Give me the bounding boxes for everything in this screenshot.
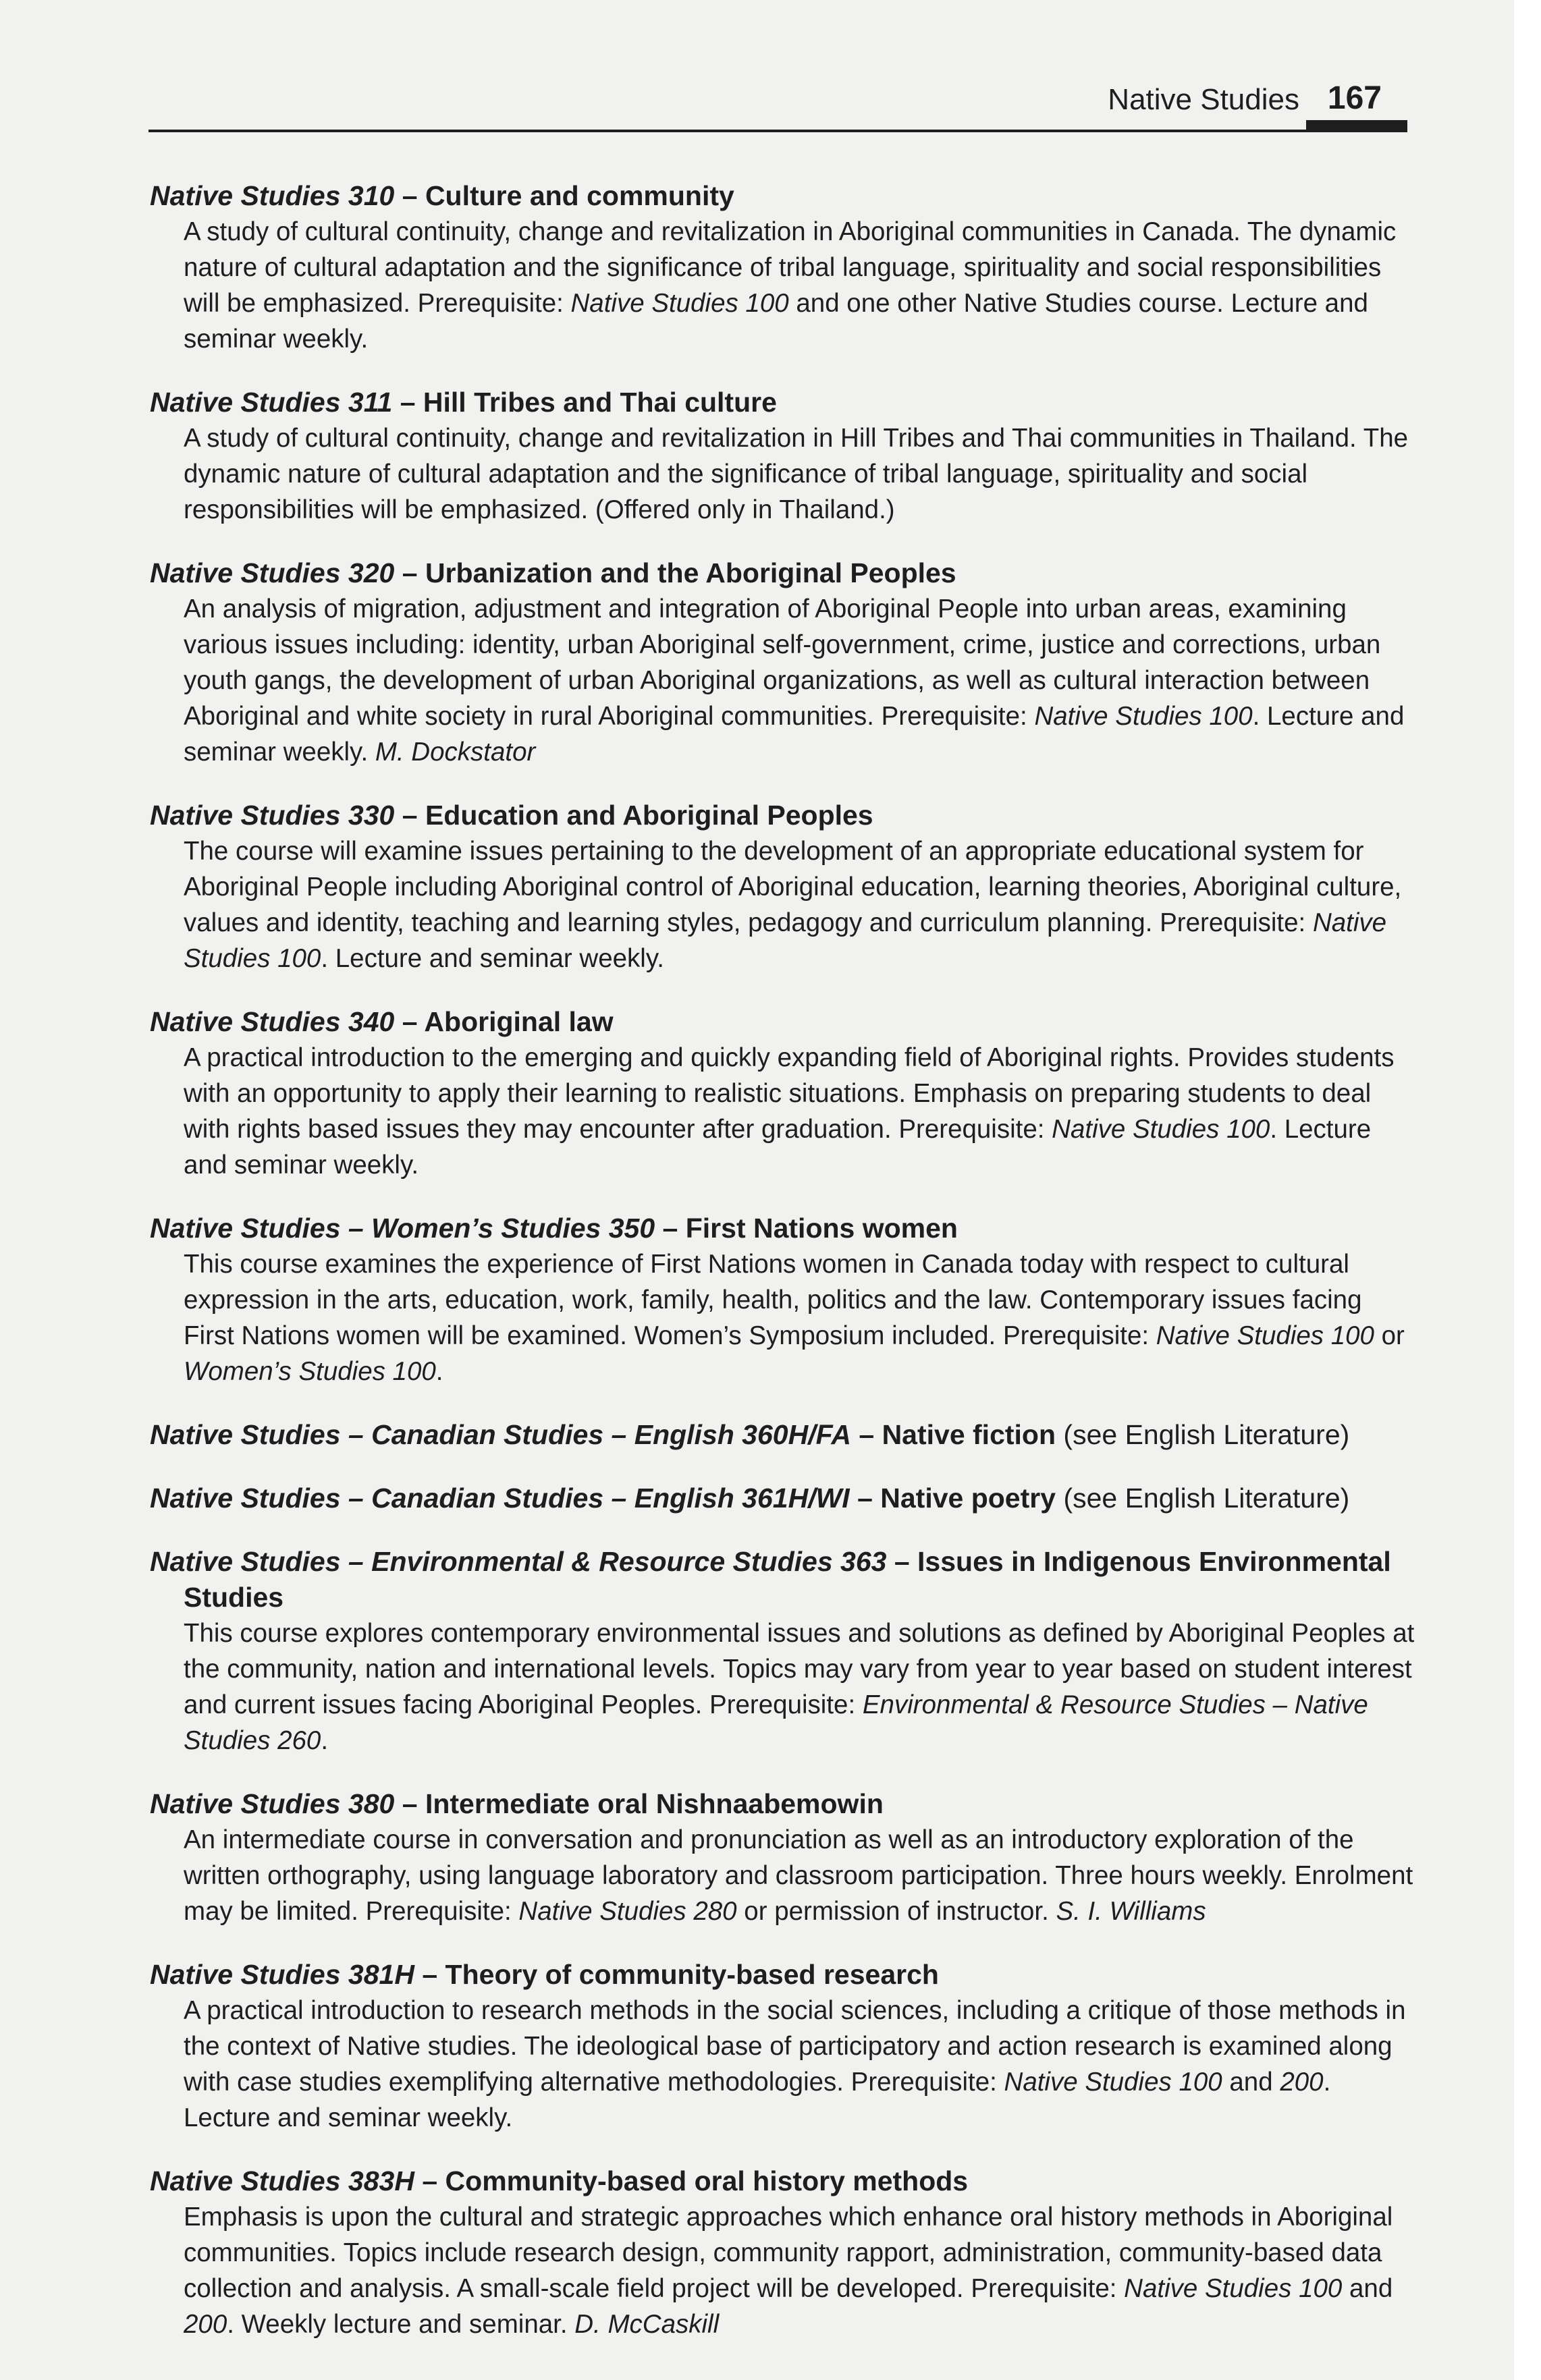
- description-text: . Lecture and seminar weekly.: [321, 944, 664, 973]
- course-code: Native Studies 311: [150, 387, 393, 418]
- course-entry: [150, 1544, 1419, 1759]
- course-entry: [150, 1417, 1419, 1453]
- description-text: A study of cultural continuity, change and revitalization in Aboriginal communities in Canada. The dynamic nature of cultural adaptation and the significance of tribal language, spirituality and social responsibilities will be emphasized. Prerequisite:: [184, 217, 1397, 318]
- course-heading: Native Studies 340 – Aboriginal law: [150, 1006, 614, 1037]
- course-code: Native Studies 330: [150, 800, 395, 831]
- course-description: [150, 2199, 1419, 2342]
- course-entry: [150, 1004, 1419, 1183]
- description-italic-text: Native Studies 100: [1004, 2068, 1222, 2097]
- description-text: or permission of instructor.: [736, 1897, 1056, 1926]
- course-code: Native Studies 310: [150, 180, 395, 211]
- description-text: A study of cultural continuity, change and revitalization in Hill Tribes and Thai communities in Thailand. The dynamic nature of cultural adaptation and the significance of tribal language, spirituality and social responsibilities will be emphasized. (Offered only in Thailand.): [184, 424, 1409, 524]
- page-right-margin: [1514, 0, 1541, 2380]
- course-title: Culture and community: [425, 180, 734, 211]
- description-text: An intermediate course in conversation and pronunciation as well as an introductory exploration of the written orthography, using language laboratory and classroom participation. Three hours weekly. Enrolment may be limited. Prerequisite:: [184, 1825, 1413, 1926]
- course-entry: [150, 1211, 1419, 1389]
- description-italic-text: 200: [184, 2310, 227, 2339]
- description-italic-text: Native Studies 100: [184, 908, 1387, 973]
- description-text: An analysis of migration, adjustment and integration of Aboriginal People into urban areas, examining various issues including: identity, urban Aboriginal self-government, crime, justice and corrections, urban youth gangs, the development of urban Aboriginal organizations, as well as cultural interaction between Aboriginal and white society in rural Aboriginal communities. Prerequisite:: [184, 594, 1381, 731]
- description-italic-text: Environmental & Resource Studies – Native Studies 260: [184, 1690, 1368, 1755]
- description-text: This course explores contemporary environmental issues and solutions as defined by Aboriginal Peoples at the community, nation and international levels. Topics may vary from year to year based on student interest and current issues facing Aboriginal Peoples. Prerequisite:: [184, 1619, 1415, 1719]
- header-rule: [148, 130, 1407, 132]
- course-entry: [150, 1957, 1419, 2136]
- course-description: [150, 1822, 1419, 1929]
- course-heading: Native Studies – Environmental & Resource Studies 363 – Issues in Indigenous Environmental Studies: [150, 1546, 1391, 1613]
- description-text: . Lecture and seminar weekly.: [184, 702, 1405, 767]
- course-heading: Native Studies 380 – Intermediate oral Nishnaabemowin: [150, 1788, 884, 1819]
- description-italic-text: 200: [1280, 2068, 1324, 2097]
- course-heading: Native Studies 310 – Culture and community: [150, 180, 734, 211]
- course-heading: Native Studies – Canadian Studies – English 361H/WI – Native poetry (see English Literature): [150, 1483, 1350, 1514]
- course-title: Native poetry: [880, 1483, 1056, 1514]
- course-code: Native Studies – Environmental & Resource Studies 363: [150, 1546, 887, 1577]
- description-text: and one other Native Studies course. Lecture and seminar weekly.: [184, 289, 1368, 354]
- description-text: This course examines the experience of First Nations women in Canada today with respect to cultural expression in the arts, education, work, family, health, politics and the law. Contemporary issues facing First Nations women will be examined. Women’s Symposium included. Prerequisite:: [184, 1250, 1362, 1350]
- description-text: .: [321, 1726, 329, 1755]
- course-description: [150, 1615, 1419, 1759]
- course-code: Native Studies 381H: [150, 1959, 414, 1990]
- page-header: [148, 78, 1407, 132]
- course-title: Urbanization and the Aboriginal Peoples: [425, 557, 956, 588]
- course-entry: [150, 1786, 1419, 1929]
- course-description: [150, 1246, 1419, 1389]
- course-heading: Native Studies – Women’s Studies 350 – First Nations women: [150, 1213, 958, 1244]
- description-text: A practical introduction to the emerging and quickly expanding field of Aboriginal rights. Provides students with an opportunity to apply their learning to realistic situations. Emphasis on preparing students to deal with rights based issues they may encounter after graduation. Prerequisite:: [184, 1043, 1395, 1144]
- course-heading: Native Studies 383H – Community-based oral history methods: [150, 2165, 969, 2196]
- course-cross-reference: (see English Literature): [1063, 1419, 1350, 1450]
- description-italic-text: Women’s Studies 100: [184, 1357, 436, 1386]
- description-italic-text: M. Dockstator: [375, 738, 536, 767]
- course-title: First Nations women: [685, 1213, 958, 1244]
- description-italic-text: Native Studies 100: [1052, 1115, 1270, 1144]
- course-title: Hill Tribes and Thai culture: [423, 387, 777, 418]
- description-italic-text: Native Studies 100: [1124, 2274, 1343, 2303]
- description-italic-text: Native Studies 100: [570, 289, 789, 318]
- description-text: . Lecture and seminar weekly.: [184, 1115, 1372, 1180]
- course-title: Theory of community-based research: [445, 1959, 939, 1990]
- course-entry: [150, 385, 1419, 528]
- course-code: Native Studies 340: [150, 1006, 395, 1037]
- course-entry: [150, 1480, 1419, 1516]
- course-code: Native Studies 383H: [150, 2165, 414, 2196]
- course-title: Community-based oral history methods: [445, 2165, 969, 2196]
- course-heading: Native Studies 320 – Urbanization and the Aboriginal Peoples: [150, 557, 956, 588]
- description-text: Emphasis is upon the cultural and strategic approaches which enhance oral history methods in Aboriginal communities. Topics include research design, community rapport, administration, community-based data collection and analysis. A small-scale field project will be developed. Prerequisite:: [184, 2203, 1393, 2303]
- header-rule-tab: [1306, 120, 1407, 132]
- course-description: [150, 833, 1419, 976]
- course-entry: [150, 555, 1419, 770]
- course-entry: [150, 798, 1419, 976]
- description-text: The course will examine issues pertaining to the development of an appropriate educational system for Aboriginal People including Aboriginal control of Aboriginal education, learning theories, Aboriginal culture, values and identity, teaching and learning styles, pedagogy and curriculum planning. Prerequisite:: [184, 837, 1402, 937]
- description-text: and: [1342, 2274, 1393, 2303]
- course-code: Native Studies 380: [150, 1788, 395, 1819]
- description-italic-text: Native Studies 280: [518, 1897, 737, 1926]
- course-heading: Native Studies 311 – Hill Tribes and Thai culture: [150, 387, 777, 418]
- description-text: or: [1374, 1321, 1405, 1350]
- course-code: Native Studies 320: [150, 557, 395, 588]
- course-heading: Native Studies 330 – Education and Aboriginal Peoples: [150, 800, 873, 831]
- course-description: [150, 1993, 1419, 2136]
- description-italic-text: Native Studies 100: [1156, 1321, 1374, 1350]
- course-title: Native fiction: [882, 1419, 1056, 1450]
- course-heading: Native Studies 381H – Theory of community-based research: [150, 1959, 939, 1990]
- course-code: Native Studies – Women’s Studies 350: [150, 1213, 655, 1244]
- description-italic-text: S. I. Williams: [1056, 1897, 1206, 1926]
- course-description: [150, 1040, 1419, 1183]
- description-text: and: [1222, 2068, 1280, 2097]
- course-title: Intermediate oral Nishnaabemowin: [425, 1788, 884, 1819]
- course-heading: Native Studies – Canadian Studies – English 360H/FA – Native fiction (see English Literature): [150, 1419, 1350, 1450]
- course-code: Native Studies – Canadian Studies – English 360H/FA: [150, 1419, 851, 1450]
- course-list: [150, 178, 1419, 2370]
- description-text: . Weekly lecture and seminar.: [227, 2310, 575, 2339]
- page-number: 167: [1327, 80, 1382, 116]
- course-entry: [150, 2163, 1419, 2342]
- course-description: [150, 214, 1419, 357]
- running-title: Native Studies: [1108, 83, 1299, 116]
- course-cross-reference: (see English Literature): [1063, 1483, 1350, 1514]
- description-text: A practical introduction to research methods in the social sciences, including a critique of those methods in the context of Native studies. The ideological base of participatory and action research is examined along with case studies exemplifying alternative methodologies. Prerequisite:: [184, 1996, 1406, 2097]
- course-description: [150, 591, 1419, 770]
- description-italic-text: Native Studies 100: [1034, 702, 1253, 731]
- description-text: .: [435, 1357, 443, 1386]
- course-title: Issues in Indigenous Environmental Studies: [184, 1546, 1391, 1613]
- course-description: [150, 420, 1419, 528]
- course-title: Aboriginal law: [424, 1006, 614, 1037]
- description-text: . Lecture and seminar weekly.: [184, 2068, 1331, 2132]
- course-entry: [150, 178, 1419, 357]
- course-code: Native Studies – Canadian Studies – English 361H/WI: [150, 1483, 850, 1514]
- description-italic-text: D. McCaskill: [574, 2310, 720, 2339]
- course-title: Education and Aboriginal Peoples: [425, 800, 873, 831]
